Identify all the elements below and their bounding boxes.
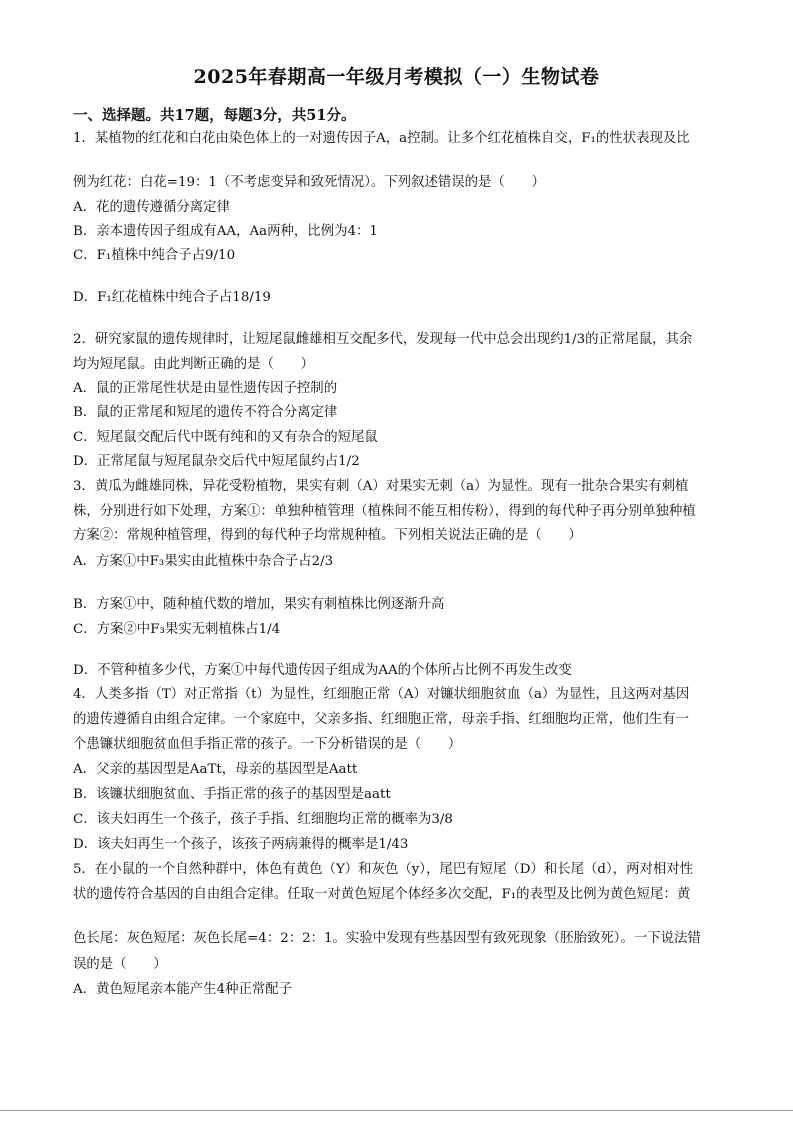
exam-title: 2025年春期高一年级月考模拟（一）生物试卷 <box>193 66 600 88</box>
question-4-option-b: B．该镰状细胞贫血、手指正常的孩子的基因型是aatt <box>73 787 391 802</box>
section-heading: 一、选择题。共17题，每题3分，共51分。 <box>73 107 356 124</box>
question-3-option-b: B．方案①中，随种植代数的增加，果实有刺植株比例逐渐升高 <box>73 597 445 612</box>
question-5-line-3: 色长尾：灰色短尾：灰色长尾=4：2：2：1。实验中发现有些基因型有致死现象（胚胎致死）。一下说法错 <box>73 931 701 946</box>
question-1-line-2: 例为红花：白花=19：1（不考虑变异和致死情况）。下列叙述错误的是（ ） <box>73 175 545 190</box>
question-4-line-2: 的遗传遵循自由组合定律。一个家庭中，父亲多指、红细胞正常，母亲手指、红细胞均正常，他们生有一 <box>73 712 689 727</box>
question-2-line-2: 均为短尾鼠。由此判断正确的是（ ） <box>73 357 315 372</box>
question-1-option-d: D．F₁红花植株中纯合子占18/19 <box>73 290 271 305</box>
question-3-option-d: D．不管种植多少代，方案①中每代遗传因子组成为AA的个体所占比例不再发生改变 <box>73 663 572 678</box>
question-4-line-1: 4．人类多指（T）对正常指（t）为显性，红细胞正常（A）对镰状细胞贫血（a）为显性，且这两对基因 <box>73 687 690 702</box>
question-3-line-1: 3．黄瓜为雌雄同株，异花受粉植物，果实有刺（A）对果实无刺（a）为显性。现有一批杂合果实有刺植 <box>73 479 689 494</box>
question-5-line-1: 5．在小鼠的一个自然种群中，体色有黄色（Y）和灰色（y），尾巴有短尾（D）和长尾（d），两对相对性 <box>73 862 694 877</box>
question-4-line-3: 个患镰状细胞贫血但手指正常的孩子。一下分析错误的是（ ） <box>73 737 462 752</box>
question-1-option-b: B．亲本遗传因子组成有AA，Aa两种，比例为4：1 <box>73 224 378 239</box>
question-3-option-c: C．方案②中F₃果实无刺植株占1/4 <box>73 622 281 637</box>
question-2-option-d: D．正常尾鼠与短尾鼠杂交后代中短尾鼠约占1/2 <box>73 454 360 469</box>
question-4-option-d: D．该夫妇再生一个孩子，该孩子两病兼得的概率是1/43 <box>73 837 409 852</box>
question-2-line-1: 2．研究家鼠的遗传规律时，让短尾鼠雌雄相互交配多代，发现每一代中总会出现约1/3的正常尾鼠，其余 <box>73 332 693 347</box>
question-1-option-c: C．F₁植株中纯合子占9/10 <box>73 248 236 263</box>
question-5-line-2: 状的遗传符合基因的自由组合定律。任取一对黄色短尾个体经多次交配，F₁的表型及比例为黄色短尾：黄 <box>73 887 691 902</box>
question-5-option-a: A．黄色短尾亲本能产生4种正常配子 <box>73 982 293 997</box>
question-2-option-c: C．短尾鼠交配后代中既有纯和的又有杂合的短尾鼠 <box>73 430 378 445</box>
question-2-option-a: A．鼠的正常尾性状是由显性遗传因子控制的 <box>73 381 338 396</box>
question-2-option-b: B．鼠的正常尾和短尾的遗传不符合分离定律 <box>73 405 338 420</box>
question-5-line-4: 误的是（ ） <box>73 957 167 972</box>
question-3-line-2: 株，分别进行如下处理，方案①：单独种植管理（植株间不能互相传粉），得到的每代种子再分别单独种植 <box>73 504 696 519</box>
page-bottom-rule <box>0 1110 793 1111</box>
question-4-option-c: C．该夫妇再生一个孩子，孩子手指、红细胞均正常的概率为3/8 <box>73 812 453 827</box>
question-3-line-3: 方案②：常规种植管理，得到的每代种子均常规种植。下列相关说法正确的是（ ） <box>73 528 582 543</box>
question-4-option-a: A．父亲的基因型是AaTt，母亲的基因型是Aatt <box>73 762 358 777</box>
question-1-line-1: 1．某植物的红花和白花由染色体上的一对遗传因子A，a控制。让多个红花植株自交，F₁的性状表现及比 <box>73 131 690 146</box>
question-3-option-a: A．方案①中F₃果实由此植株中杂合子占2/3 <box>73 554 334 569</box>
question-1-option-a: A．花的遗传遵循分离定律 <box>73 200 230 215</box>
